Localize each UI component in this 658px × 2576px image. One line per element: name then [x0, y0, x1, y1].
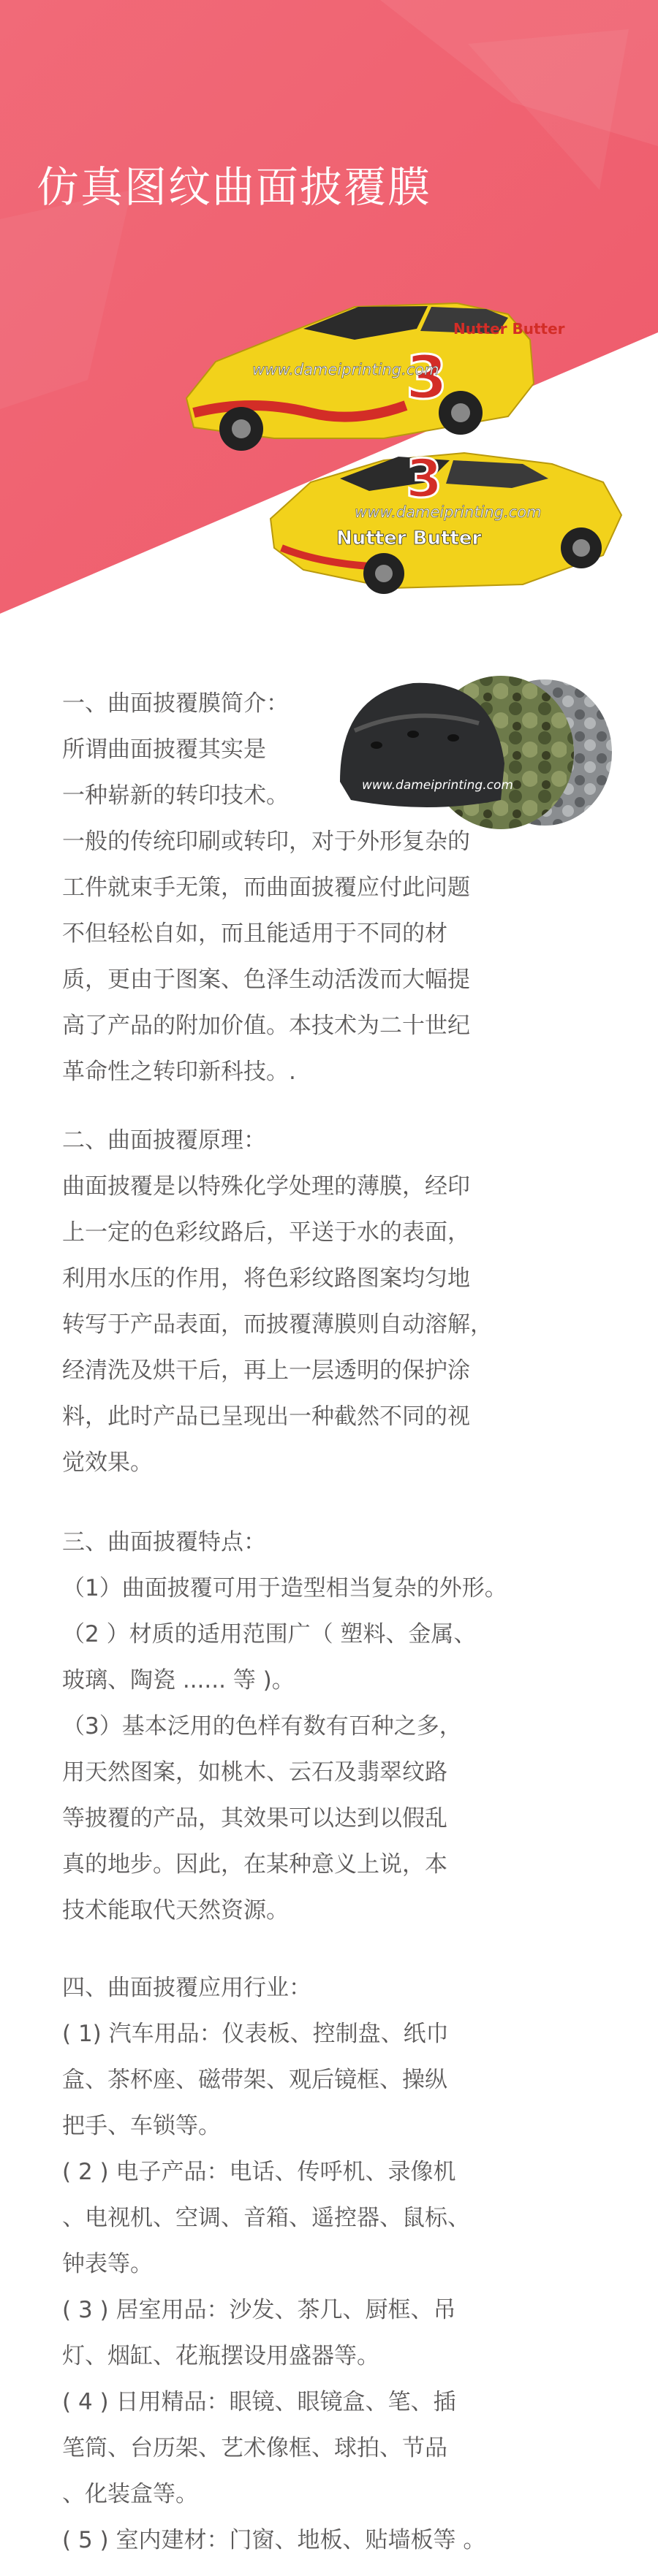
principle-heading: 二、曲面披覆原理：: [62, 1127, 266, 1154]
car-sponsor-label: Nutter Butter: [453, 320, 565, 338]
text-line: 盒、茶杯座、磁带架、观后镜框、操纵: [62, 2067, 447, 2093]
text-line: 真的地步。因此，在某种意义上说，本: [62, 1851, 447, 1878]
text-line: 曲面披覆是以特殊化学处理的薄膜，经印: [62, 1173, 470, 1200]
section-features: [62, 1520, 596, 1934]
principle-paragraph: [62, 1118, 596, 1486]
text-line: 笔筒、台历架、艺术像框、球拍、节品: [62, 2435, 447, 2461]
text-line: ( 3 ) 居室用品：沙发、茶几、厨框、吊: [62, 2297, 456, 2323]
section-intro: [62, 681, 596, 1095]
text-line: ( 4 ) 日用精品：眼镜、眼镜盒、笔、插: [62, 2389, 456, 2415]
race-car-image-2: [260, 438, 632, 603]
car-watermark: www.dameiprinting.com: [252, 361, 439, 378]
text-line: 玻璃、陶瓷 ...... 等 )。: [62, 1667, 295, 1693]
text-line: 质，更由于图案、色泽生动活泼而大幅提: [62, 967, 470, 993]
car-number: 3: [406, 343, 448, 413]
text-line: 工件就束手无策，而曲面披覆应付此问题: [62, 874, 470, 901]
text-line: 上一定的色彩纹路后，平送于水的表面，: [62, 1219, 470, 1246]
features-heading: 三、曲面披覆特点：: [62, 1529, 266, 1555]
text-line: 不但轻松自如，而且能适用于不同的材: [62, 921, 447, 947]
text-line: 钟表等。: [62, 2251, 153, 2277]
applications-heading: 四、曲面披覆应用行业：: [62, 1975, 311, 2001]
text-line: 一种崭新的转印技术。: [62, 782, 289, 809]
text-line: （3）基本泛用的色样有数有百种之多，: [62, 1713, 462, 1739]
section-principle: [62, 1118, 596, 1486]
text-line: 把手、车锁等。: [62, 2113, 221, 2139]
text-line: 所谓曲面披覆其实是: [62, 736, 266, 763]
hero-banner: [0, 0, 658, 614]
features-paragraph: [62, 1520, 596, 1934]
text-line: 经清洗及烘干后，再上一层透明的保护涂: [62, 1357, 470, 1384]
text-line: 等披覆的产品，其效果可以达到以假乱: [62, 1805, 447, 1832]
section-applications: [62, 1965, 596, 2564]
text-line: （1）曲面披覆可用于造型相当复杂的外形。: [62, 1575, 507, 1601]
intro-heading: 一、曲面披覆膜简介：: [62, 690, 289, 717]
text-line: 料，此时产品已呈现出一种截然不同的视: [62, 1403, 470, 1430]
car2-watermark: www.dameiprinting.com: [355, 503, 542, 521]
text-line: 、电视机、空调、音箱、遥控器、鼠标、: [62, 2205, 470, 2231]
text-line: ( 2 ) 电子产品：电话、传呼机、录像机: [62, 2159, 456, 2185]
page-title: 仿真图纹曲面披覆膜: [37, 161, 432, 212]
text-line: 转写于产品表面，而披覆薄膜则自动溶解，: [62, 1311, 493, 1338]
text-line: 灯、烟缸、花瓶摆设用盛器等。: [62, 2343, 379, 2369]
text-line: 高了产品的附加价值。本技术为二十世纪: [62, 1013, 470, 1039]
applications-paragraph: [62, 1965, 596, 2564]
text-line: 觉效果。: [62, 1449, 153, 1476]
text-line: （2 ）材质的适用范围广（ 塑料、金属、: [62, 1621, 477, 1647]
text-line: 用天然图案，如桃木、云石及翡翠纹路: [62, 1759, 447, 1786]
text-line: 利用水压的作用，将色彩纹路图案均匀地: [62, 1265, 470, 1292]
text-line: 革命性之转印新科技。.: [62, 1059, 296, 1085]
text-line: 一般的传统印刷或转印，对于外形复杂的: [62, 828, 470, 855]
text-line: ( 1) 汽车用品：仪表板、控制盘、纸巾: [62, 2021, 449, 2047]
car2-sponsor-label: Nutter Butter: [336, 527, 482, 549]
car2-number: 3: [406, 448, 443, 509]
text-line: ( 5 ) 室内建材：门窗、地板、贴墙板等 。: [62, 2527, 486, 2553]
helmet-watermark: www.dameiprinting.com: [362, 778, 513, 793]
text-line: 、化装盒等。: [62, 2481, 198, 2507]
intro-paragraph: [62, 681, 596, 1095]
text-line: 技术能取代天然资源。: [62, 1897, 289, 1924]
